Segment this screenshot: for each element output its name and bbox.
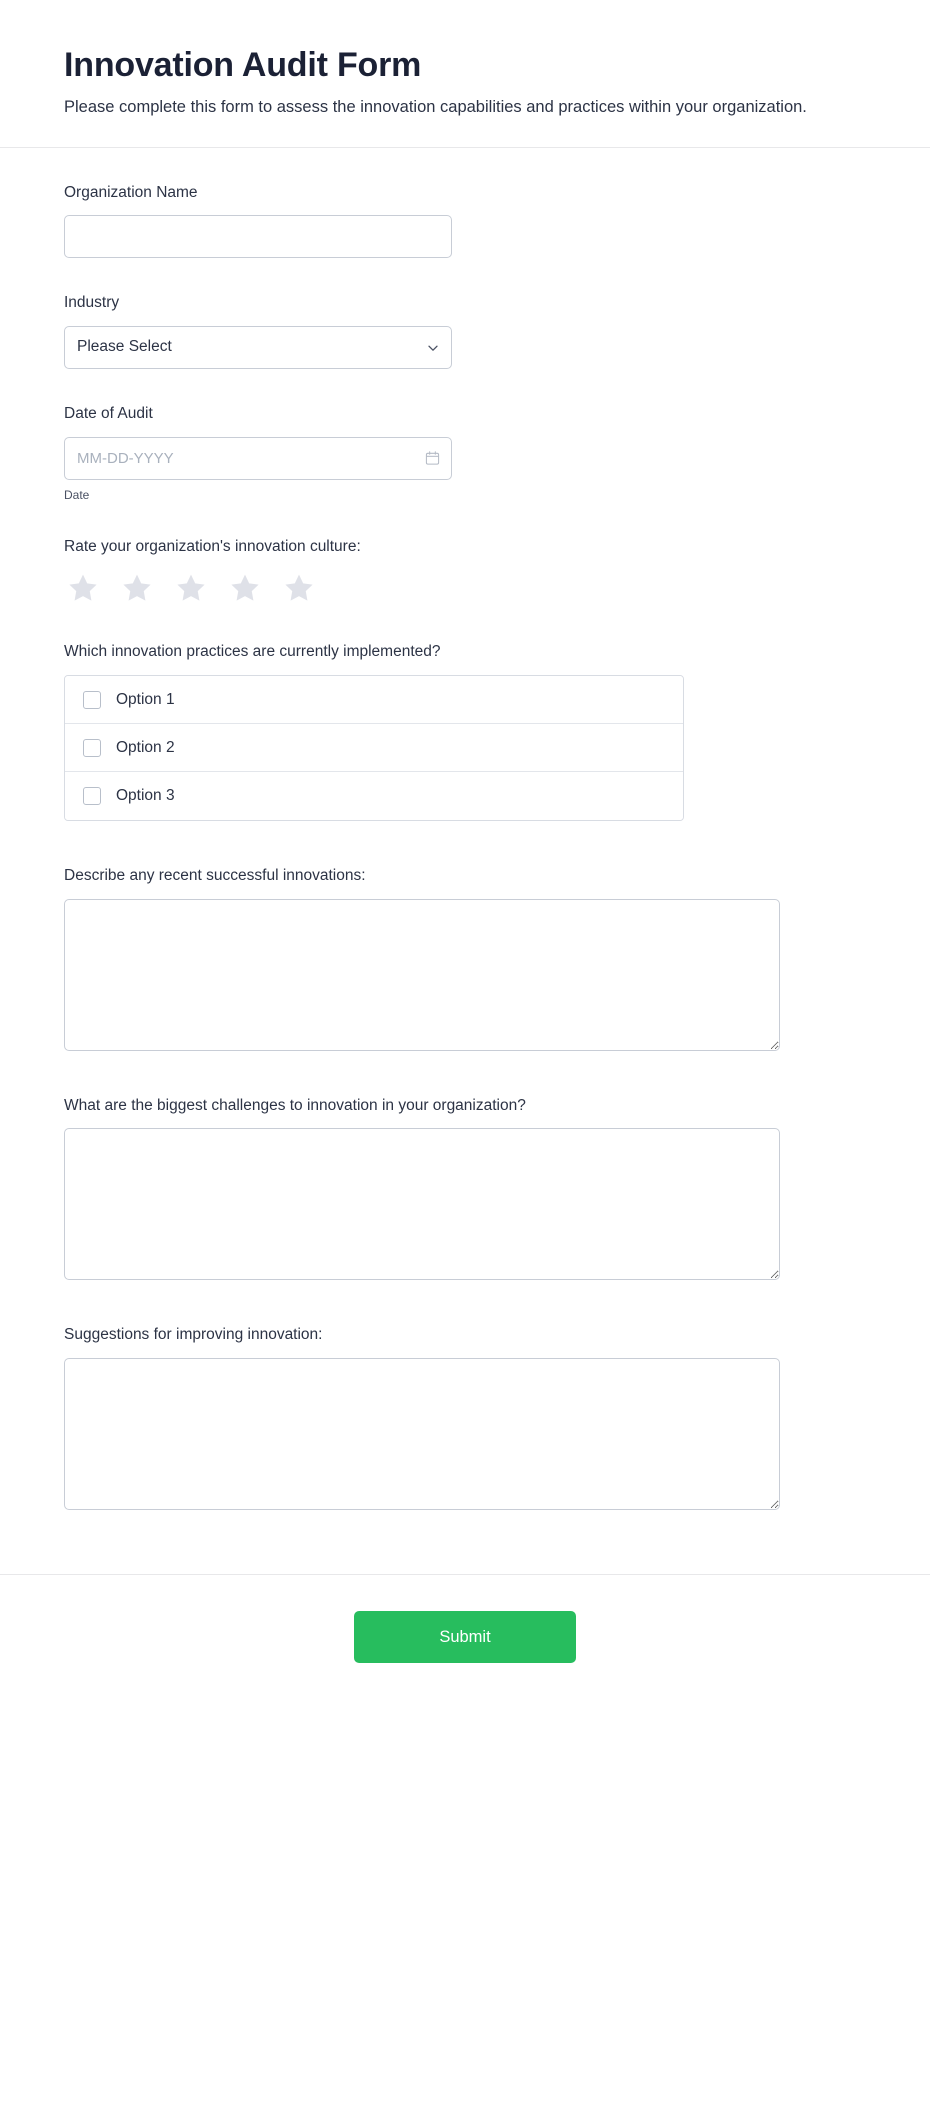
suggestions-label: Suggestions for improving innovation: [64, 1326, 323, 1344]
field-date-of-audit [64, 403, 866, 502]
field-improvement-suggestions [64, 1324, 866, 1510]
star-icon[interactable] [118, 569, 156, 607]
practices-label: Which innovation practices are currently implemented? [64, 643, 441, 661]
checkbox-label: Option 1 [116, 690, 175, 708]
form-footer [0, 1574, 930, 1703]
field-organization-name [64, 182, 866, 259]
star-icon[interactable] [280, 569, 318, 607]
checkbox-icon[interactable] [83, 787, 101, 805]
industry-label: Industry [64, 294, 120, 312]
star-icon[interactable] [64, 569, 102, 607]
field-innovation-challenges [64, 1095, 866, 1281]
suggestions-textarea[interactable] [64, 1358, 780, 1510]
checkbox-label: Option 2 [116, 738, 175, 756]
form-body [0, 148, 930, 1575]
page-title: Innovation Audit Form [64, 46, 422, 84]
form-subtitle: Please complete this form to assess the innovation capabilities and practices within your organization. [64, 98, 807, 116]
checkbox-icon[interactable] [83, 739, 101, 757]
industry-select-value: Please Select [64, 326, 452, 369]
successes-label: Describe any recent successful innovations: [64, 867, 366, 884]
form-header [0, 0, 930, 148]
star-icon[interactable] [172, 569, 210, 607]
challenges-textarea[interactable] [64, 1128, 780, 1280]
star-rating[interactable] [64, 569, 866, 607]
checkbox-icon[interactable] [83, 691, 101, 709]
successes-textarea[interactable] [64, 899, 780, 1051]
organization-name-label: Organization Name [64, 183, 198, 201]
list-item[interactable] [65, 676, 683, 724]
list-item[interactable] [65, 772, 683, 820]
date-sub-label: Date [64, 487, 90, 502]
date-input-wrap [64, 437, 452, 480]
date-of-audit-label: Date of Audit [64, 404, 153, 422]
field-industry [64, 292, 866, 369]
rating-label: Rate your organization's innovation culture: [64, 537, 361, 555]
challenges-label: What are the biggest challenges to innovation in your organization? [64, 1096, 526, 1114]
industry-select[interactable] [64, 326, 452, 369]
date-of-audit-input[interactable] [64, 437, 452, 480]
practices-checkbox-list [64, 675, 684, 821]
list-item[interactable] [65, 724, 683, 772]
field-successful-innovations [64, 865, 866, 1051]
submit-button[interactable]: Submit [354, 1611, 576, 1663]
field-innovation-culture-rating [64, 536, 866, 608]
star-icon[interactable] [226, 569, 264, 607]
checkbox-label: Option 3 [116, 787, 175, 804]
field-innovation-practices [64, 641, 866, 821]
organization-name-input[interactable] [64, 215, 452, 258]
